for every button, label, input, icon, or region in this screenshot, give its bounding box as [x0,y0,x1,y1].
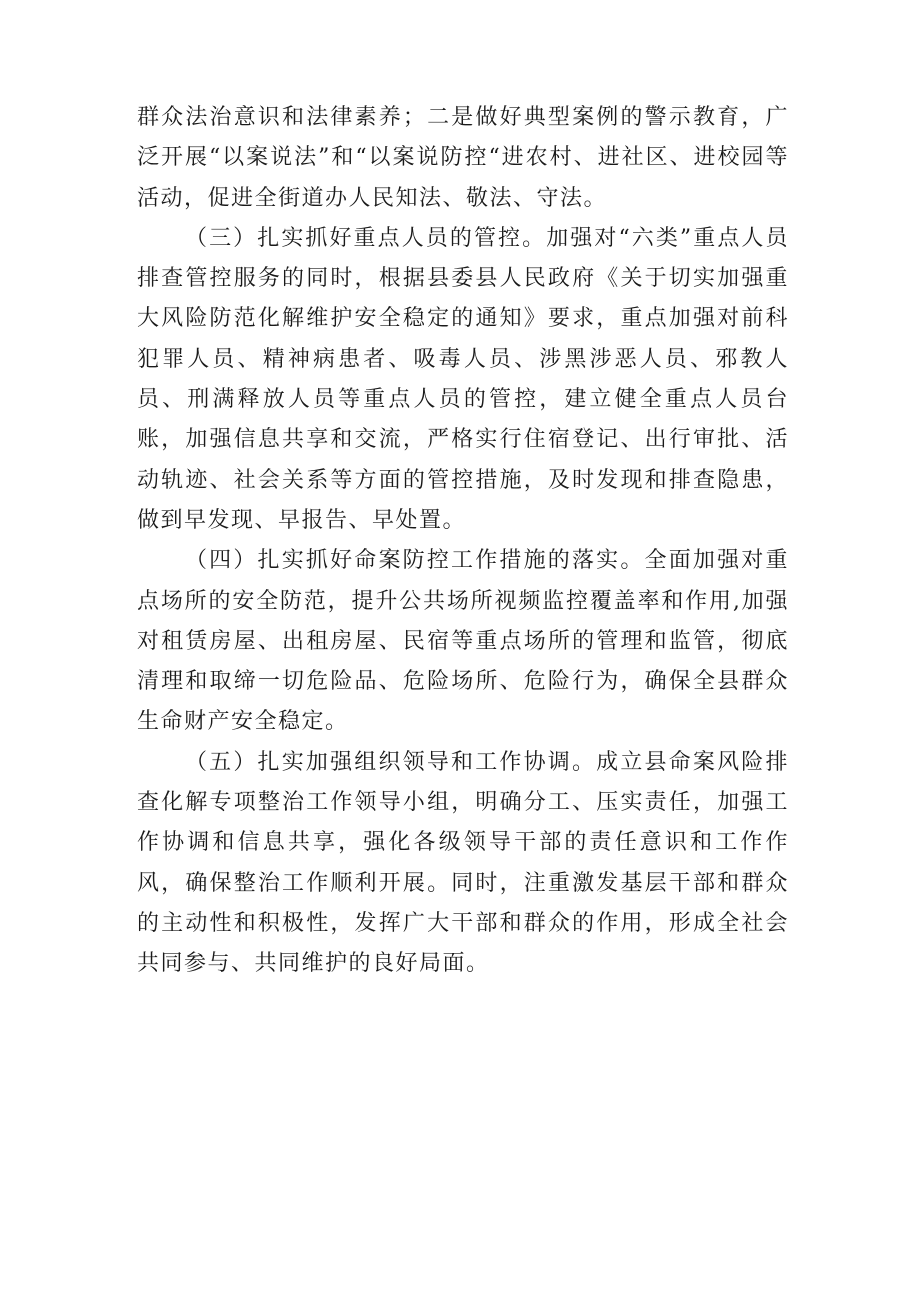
paragraph-section-5: （五）扎实加强组织领导和工作协调。成立县命案风险排查化解专项整治工作领导小组，明确分工、压实责任，加强工作协调和信息共享，强化各级领导干部的责任意识和工作作风，确保整治工作顺利开展。同时，注重激发基层干部和群众的主动性和积极性，发挥广大干部和群众的作用，形成全社会共同参与、共同维护的良好局面。 [137,749,789,977]
paragraph-section-4: （四）扎实抓好命案防控工作措施的落实。全面加强对重点场所的安全防范，提升公共场所视频监控覆盖率和作用,加强对租赁房屋、出租房屋、民宿等重点场所的管理和监管，彻底清理和取缔一切危险品、危险场所、危险行为，确保全县群众生命财产安全稳定。 [137,548,789,735]
paragraph-section-3: （三）扎实抓好重点人员的管控。加强对“六类”重点人员排查管控服务的同时，根据县委县人民政府《关于切实加强重大风险防范化解维护安全稳定的通知》要求，重点加强对前科犯罪人员、精神病患者、吸毒人员、涉黑涉恶人员、邪教人员、刑满释放人员等重点人员的管控，建立健全重点人员台账，加强信息共享和交流，严格实行住宿登记、出行审批、活动轨迹、社会关系等方面的管控措施，及时发现和排查隐患，做到早发现、早报告、早处置。 [137,225,789,533]
paragraph-continuation: 群众法治意识和法律素养；二是做好典型案例的警示教育，广泛开展“以案说法”和“以案说防控“进农村、进社区、进校园等活动，促进全街道办人民知法、敬法、守法。 [137,105,789,211]
document-body [137,98,789,985]
